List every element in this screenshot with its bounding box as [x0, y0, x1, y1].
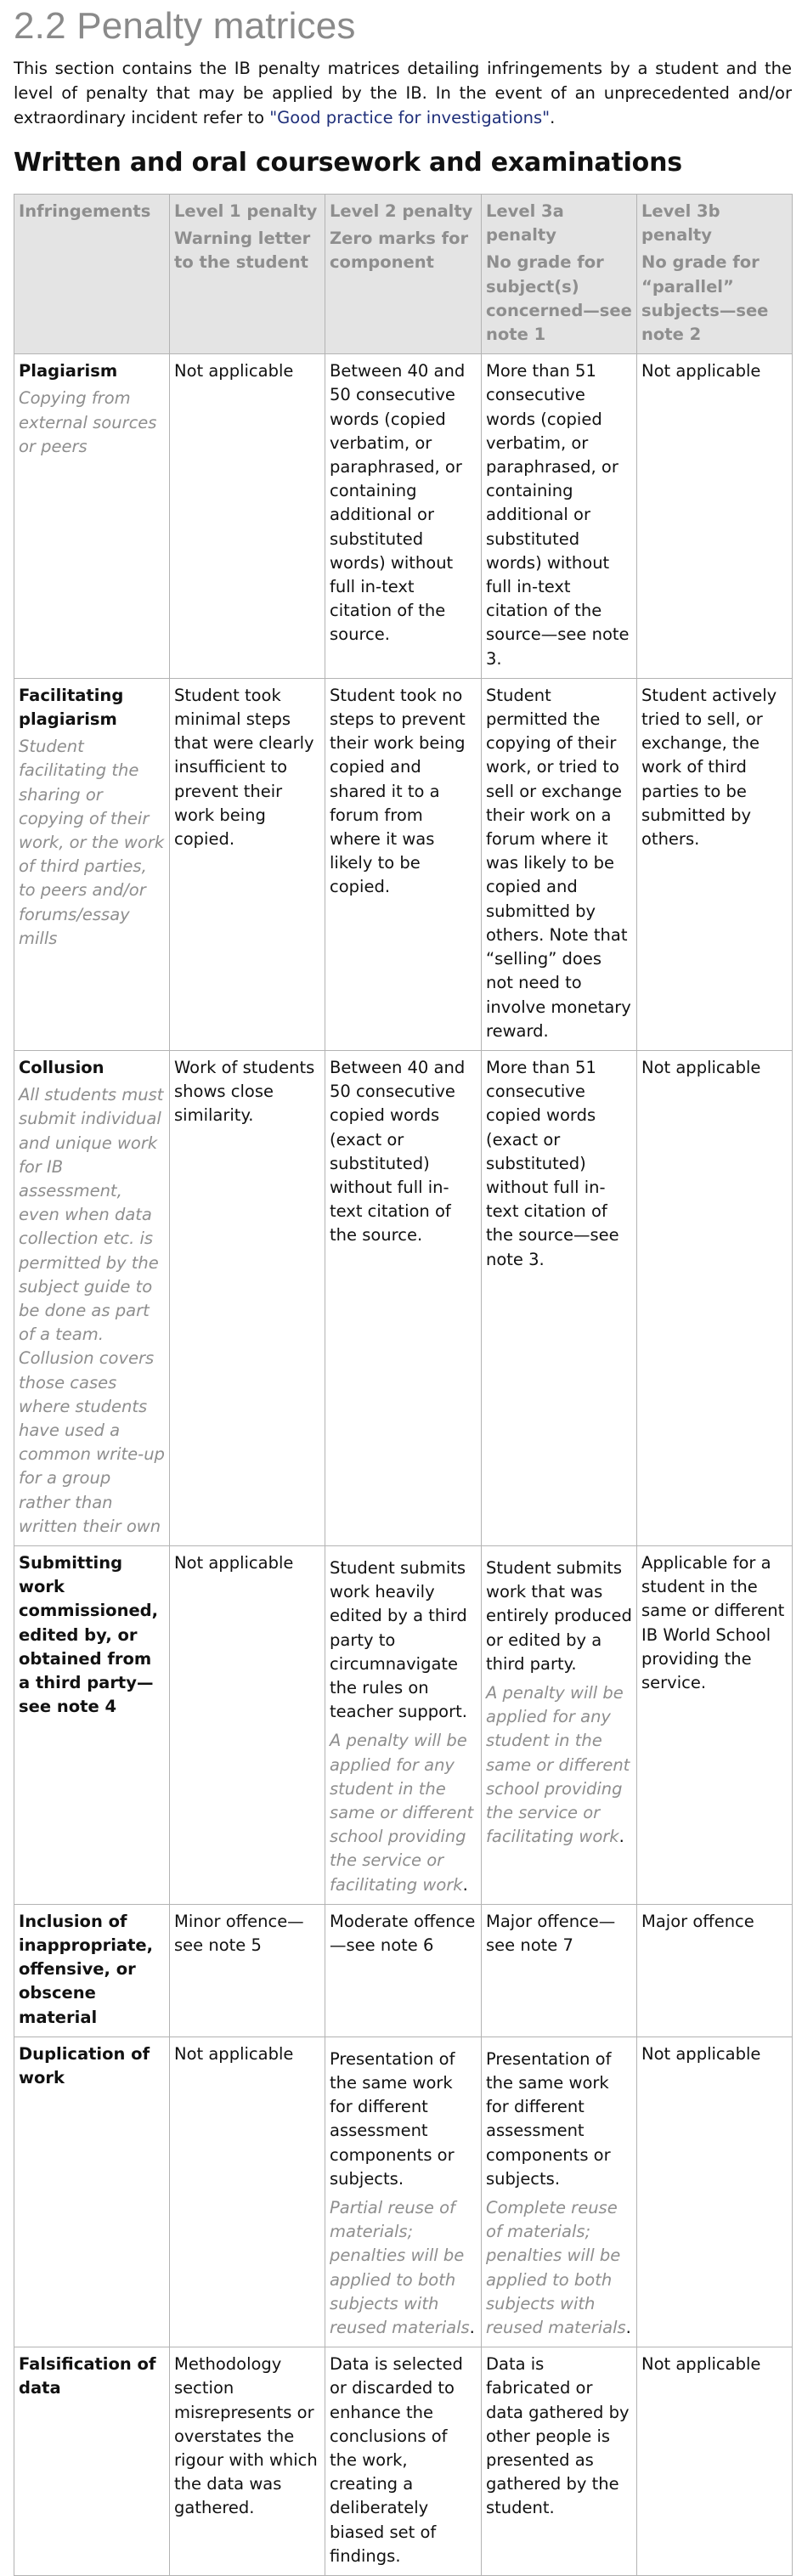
header-level-1: Level 1 penalty Warning letter to the student	[170, 195, 325, 354]
table-row	[14, 354, 793, 679]
table-row	[14, 1050, 793, 1545]
level-2-cell: Presentation of the same work for different assessment components or subjects. Partial reuse of materials; penalties will be applied to both subjects with reused materials.	[325, 2037, 482, 2347]
section-heading: Written and oral coursework and examinations	[14, 148, 682, 178]
penalty-note: A penalty will be applied for any student in the same or different school providing the service or facilitating work.	[486, 1682, 630, 1847]
level-1-cell: Methodology section misrepresents or overstates the rigour with which the data was gathered.	[170, 2347, 325, 2576]
infringement-cell: Falsification of data	[14, 2347, 170, 2576]
level-3b-cell: Not applicable	[637, 2347, 793, 2576]
table-row	[14, 1545, 793, 1904]
level-2-cell: Student submits work heavily edited by a third party to circumnavigate the rules on teacher support. A penalty will be applied for any student in the same or different school providing the service or facilitating work.	[325, 1545, 482, 1904]
infringement-cell: Facilitating plagiarism Student facilitating the sharing or copying of their work, or the work of third parties, to peers and/or forums/essay mills	[14, 678, 170, 1050]
penalty-note: A penalty will be applied for any student in the same or different school providing the service or facilitating work.	[330, 1731, 474, 1895]
infringement-cell: Duplication of work	[14, 2037, 170, 2347]
level-3a-cell: Data is fabricated or data gathered by other people is presented as gathered by the student.	[482, 2347, 637, 2576]
level-3b-cell: Not applicable	[637, 354, 793, 679]
level-3a-cell: Presentation of the same work for different assessment components or subjects. Complete reuse of materials; penalties will be applied to both subjects with reused materials.	[482, 2037, 637, 2347]
intro-paragraph	[14, 56, 792, 130]
header-level-3b: Level 3b penalty No grade for “parallel” subjects—see note 2	[637, 195, 793, 354]
penalty-note: Complete reuse of materials; penalties will be applied to both subjects with reused materials.	[486, 2198, 631, 2338]
level-2-cell: Data is selected or discarded to enhance the conclusions of the work, creating a deliberately biased set of findings.	[325, 2347, 482, 2576]
infringement-cell: Collusion All students must submit individual and unique work for IB assessment, even when data collection etc. is permitted by the subject guide to be done as part of a team. Collusion covers those cases where students have used a common write-up for a group rather than written their own	[14, 1050, 170, 1545]
level-3b-cell: Major offence	[637, 1904, 793, 2037]
good-practice-link[interactable]: "Good practice for investigations"	[269, 108, 551, 127]
level-2-cell: Between 40 and 50 consecutive words (copied verbatim, or paraphrased, or containing additional or substituted words) without full in-text citation of the source.	[325, 354, 482, 679]
infringement-cell: Inclusion of inappropriate, offensive, or obscene material	[14, 1904, 170, 2037]
level-1-cell: Student took minimal steps that were clearly insufficient to prevent their work being copied.	[170, 678, 325, 1050]
penalty-note: Partial reuse of materials; penalties will be applied to both subjects with reused materials.	[330, 2198, 475, 2338]
penalty-matrix-table	[14, 194, 793, 2576]
header-level-2: Level 2 penalty Zero marks for component	[325, 195, 482, 354]
level-1-cell: Minor offence—see note 5	[170, 1904, 325, 2037]
level-3b-cell: Student actively tried to sell, or exchange, the work of third parties to be submitted by others.	[637, 678, 793, 1050]
table-row	[14, 2037, 793, 2347]
level-3a-cell: Student submits work that was entirely produced or edited by a third party. A penalty will be applied for any student in the same or different school providing the service or facilitating work.	[482, 1545, 637, 1904]
intro-text: This section contains the IB penalty matrices detailing infringements by a student and the level of penalty that may be applied by the IB. In the event of an unprecedented and/or extraordinary incident refer to	[14, 59, 792, 127]
level-2-cell: Moderate offence—see note 6	[325, 1904, 482, 2037]
intro-end: .	[550, 108, 556, 127]
table-header-row	[14, 195, 793, 354]
header-infringements: Infringements	[14, 195, 170, 354]
level-3a-cell: Student permitted the copying of their work, or tried to sell or exchange their work on a forum where it was likely to be copied and submitted by others. Note that “selling” does not need to involve monetary reward.	[482, 678, 637, 1050]
header-level-3a: Level 3a penalty No grade for subject(s) concerned—see note 1	[482, 195, 637, 354]
level-3b-cell: Not applicable	[637, 2037, 793, 2347]
table-row	[14, 1904, 793, 2037]
page-title: 2.2 Penalty matrices	[14, 5, 356, 47]
table-row	[14, 678, 793, 1050]
level-2-cell: Between 40 and 50 consecutive copied words (exact or substituted) without full in-text citation of the source.	[325, 1050, 482, 1545]
level-1-cell: Not applicable	[170, 2037, 325, 2347]
table-row	[14, 2347, 793, 2576]
level-1-cell: Not applicable	[170, 1545, 325, 1904]
level-1-cell: Not applicable	[170, 354, 325, 679]
level-3a-cell: Major offence—see note 7	[482, 1904, 637, 2037]
level-2-cell: Student took no steps to prevent their work being copied and shared it to a forum from where it was likely to be copied.	[325, 678, 482, 1050]
level-1-cell: Work of students shows close similarity.	[170, 1050, 325, 1545]
level-3a-cell: More than 51 consecutive copied words (exact or substituted) without full in-text citation of the source—see note 3.	[482, 1050, 637, 1545]
level-3b-cell: Not applicable	[637, 1050, 793, 1545]
infringement-cell: Submitting work commissioned, edited by, or obtained from a third party—see note 4	[14, 1545, 170, 1904]
infringement-cell: Plagiarism Copying from external sources or peers	[14, 354, 170, 679]
level-3b-cell: Applicable for a student in the same or different IB World School providing the service.	[637, 1545, 793, 1904]
level-3a-cell: More than 51 consecutive words (copied verbatim, or paraphrased, or containing additional or substituted words) without full in-text citation of the source—see note 3.	[482, 354, 637, 679]
